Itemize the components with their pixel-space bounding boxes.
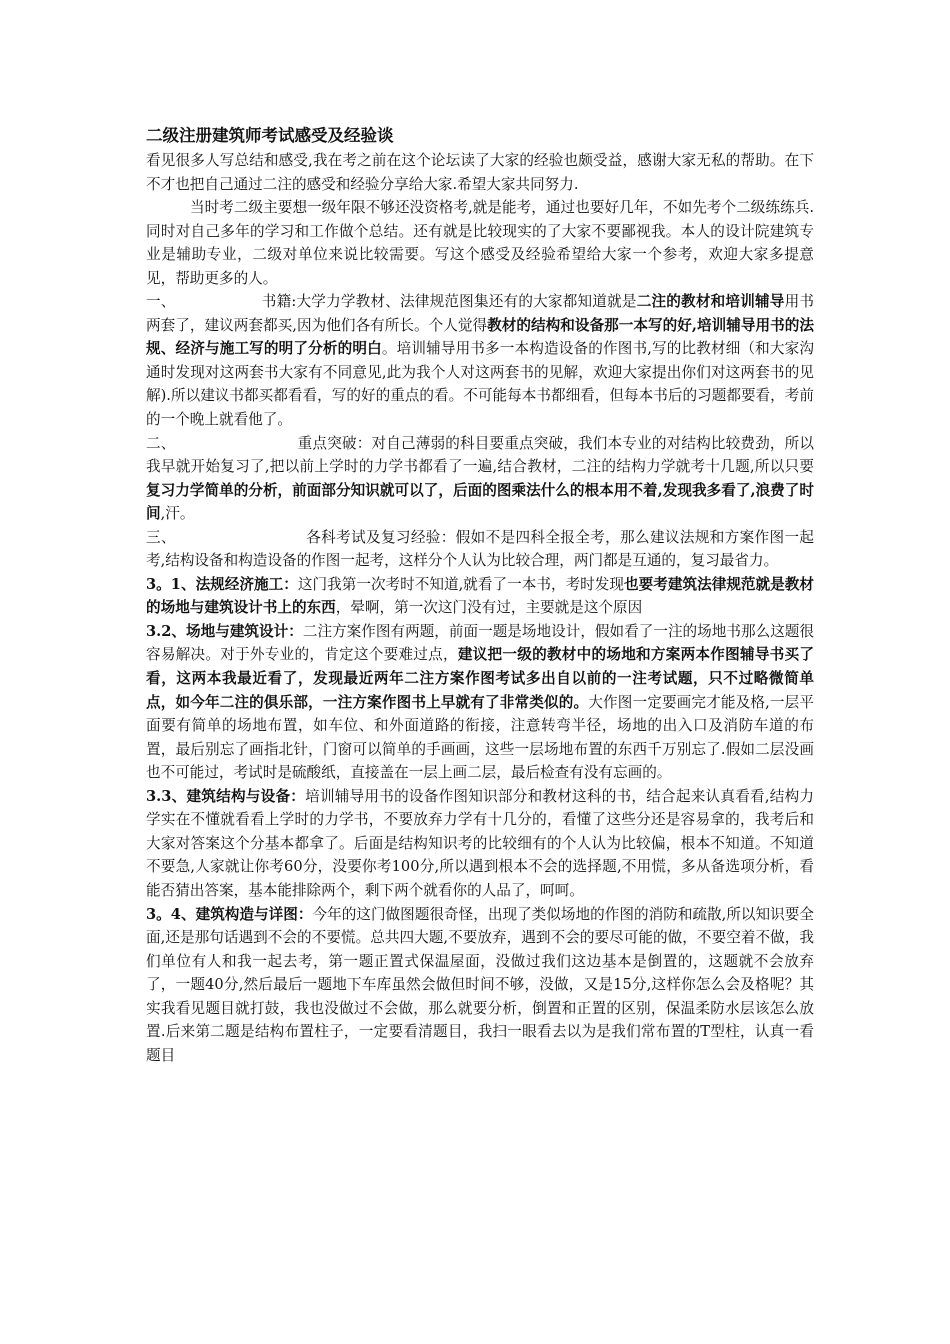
section-3-3-heading: 3.3、建筑结构与设备： bbox=[146, 787, 306, 805]
section-3-1-paragraph: 3。1、法规经济施工：这门我第一次考时不知道,就看了一本书，考时发现也要考建筑法律规范就是教材的场地与建筑设计书上的东西，晕啊，第一次这门没有过，主要就是这个原因 bbox=[146, 575, 814, 617]
section-1-paragraph: 一、 书籍:大学力学教材、法律规范图集还有的大家都知道就是二注的教材和培训辅导用书两套了，建议两套都买,因为他们各有所长。个人觉得教材的结构和设备那一本写的好,培训辅导用书的法规、经济与施工写的明了分析的明白。培训辅导用书多一本构造设备的作图书,写的比教材细（和大家沟通时发现对这两套书大家有不同意见,此为我个人对这两套书的见解，欢迎大家提出你们对这两套书的见解).所以建议书都买都看看，写的好的重点的看。不可能每本书都细看，但每本书后的习题都要看，考前的一个晚上就看他了。 bbox=[146, 293, 814, 429]
bold-text: 也要考建筑法律规范就是教材的场地与建筑设计书上的东西 bbox=[146, 575, 814, 617]
section-3-4-heading: 3。4、建筑构造与详图： bbox=[146, 905, 313, 923]
section-2-number: 二、 bbox=[146, 434, 176, 452]
section-3-number: 三、 bbox=[146, 528, 176, 546]
section-3-1-heading: 3。1、法规经济施工： bbox=[146, 575, 298, 593]
document-page bbox=[146, 124, 814, 1067]
intro-paragraph-1: 看见很多人写总结和感受,我在考之前在这个论坛读了大家的经验也颇受益，感谢大家无私的帮助。在下不才也把自己通过二注的感受和经验分享给大家.希望大家共同努力. bbox=[146, 152, 814, 193]
page-title: 二级注册建筑师考试感受及经验谈 bbox=[146, 126, 394, 145]
bold-text: 复习力学简单的分析，前面部分知识就可以了，后面的图乘法什么的根本用不着,发现我多看了,浪费了时间 bbox=[146, 481, 814, 523]
section-3-2-heading: 3.2、场地与建筑设计： bbox=[146, 622, 303, 640]
bold-text: 二注的教材和培训辅导 bbox=[636, 293, 785, 311]
bold-text: 建议把一级的教材中的场地和方案两本作图辅导书买了看，这两本我最近看了，发现最近两年二注方案作图考试多出自以前的一注考试题，只不过略微简单点，如今年二注的俱乐部，一注方案作图书上早就有了非常类似的。 bbox=[146, 646, 814, 711]
section-3-paragraph: 三、 各科考试及复习经验：假如不是四科全报全考，那么建议法规和方案作图一起考,结构设备和构造设备的作图一起考，这样分个人认为比较合理，两门都是互通的，复习最省力。 bbox=[146, 528, 814, 570]
section-2-paragraph: 二、 重点突破：对自己薄弱的科目要重点突破，我们本专业的对结构比较费劲，所以我早就开始复习了,把以前上学时的力学书都看了一遍,结合教材，二注的结构力学就考十几题,所以只要复习力学简单的分析，前面部分知识就可以了，后面的图乘法什么的根本用不着,发现我多看了,浪费了时间,汗。 bbox=[146, 434, 814, 523]
intro-paragraph-2: 当时考二级主要想一级年限不够还没资格考,就是能考，通过也要好几年，不如先考个二级练练兵.同时对自己多年的学习和工作做个总结。还有就是比较现实的了大家不要鄙视我。本人的设计院建筑专业是辅助专业，二级对单位来说比较需要。写这个感受及经验希望给大家一个参考，欢迎大家多提意见，帮助更多的人。 bbox=[146, 199, 814, 287]
section-3-2-paragraph: 3.2、场地与建筑设计：二注方案作图有两题，前面一题是场地设计，假如看了一注的场地书那么这题很容易解决。对于外专业的，肯定这个要难过点，建议把一级的教材中的场地和方案两本作图辅导书买了看，这两本我最近看了，发现最近两年二注方案作图考试多出自以前的一注考试题，只不过略微简单点，如今年二注的俱乐部，一注方案作图书上早就有了非常类似的。大作图一定要画完才能及格,一层平面要有简单的场地布置，如车位、和外面道路的衔接，注意转弯半径，场地的出入口及消防车道的布置，最后别忘了画指北针，门窗可以简单的手画画，这些一层场地布置的东西千万别忘了.假如二层没画也不可能过，考试时是硫酸纸，直接盖在一层上画二层，最后检查有没有忘画的。 bbox=[146, 622, 814, 782]
section-3-4-paragraph: 3。4、建筑构造与详图：今年的这门做图题很奇怪，出现了类似场地的作图的消防和疏散,所以知识要全面,还是那句话遇到不会的不要慌。总共四大题,不要放弃，遇到不会的要尽可能的做，不要空着不做，我们单位有人和我一起去考，第一题正置式保温屋面，没做过我们这边基本是倒置的，这题就不会放弃了，一题40分,然后最后一题地下车库虽然会做但时间不够，没做，又是15分,这样你怎么会及格呢？其实我看见题目就打鼓，我也没做过不会做，那么就要分析，倒置和正置的区别，保温柔防水层该怎么放置.后来第二题是结构布置柱子，一定要看清题目，我扫一眼看去以为是我们常布置的T型柱，认真一看题目 bbox=[146, 905, 814, 1064]
section-3-3-paragraph: 3.3、建筑结构与设备：培训辅导用书的设备作图知识部分和教材这科的书，结合起来认真看看,结构力学实在不懂就看看上学时的力学书，不要放弃力学有十几分的，看懂了这些分还是容易拿的，我考后和大家对答案这个分基本都拿了。后面是结构知识考的比较细有的个人认为比较偏，根本不知道。不知道不要急,人家就让你考60分，没要你考100分,所以遇到根本不会的选择题,不用慌，多从备选项分析，看能否猜出答案，基本能排除两个，剩下两个就看你的人品了，呵呵。 bbox=[146, 787, 814, 899]
bold-text: 教材的结构和设备那一本写的好,培训辅导用书的法规、经济与施工写的明了分析的明白 bbox=[146, 316, 814, 358]
section-1-number: 一、 bbox=[146, 293, 176, 311]
